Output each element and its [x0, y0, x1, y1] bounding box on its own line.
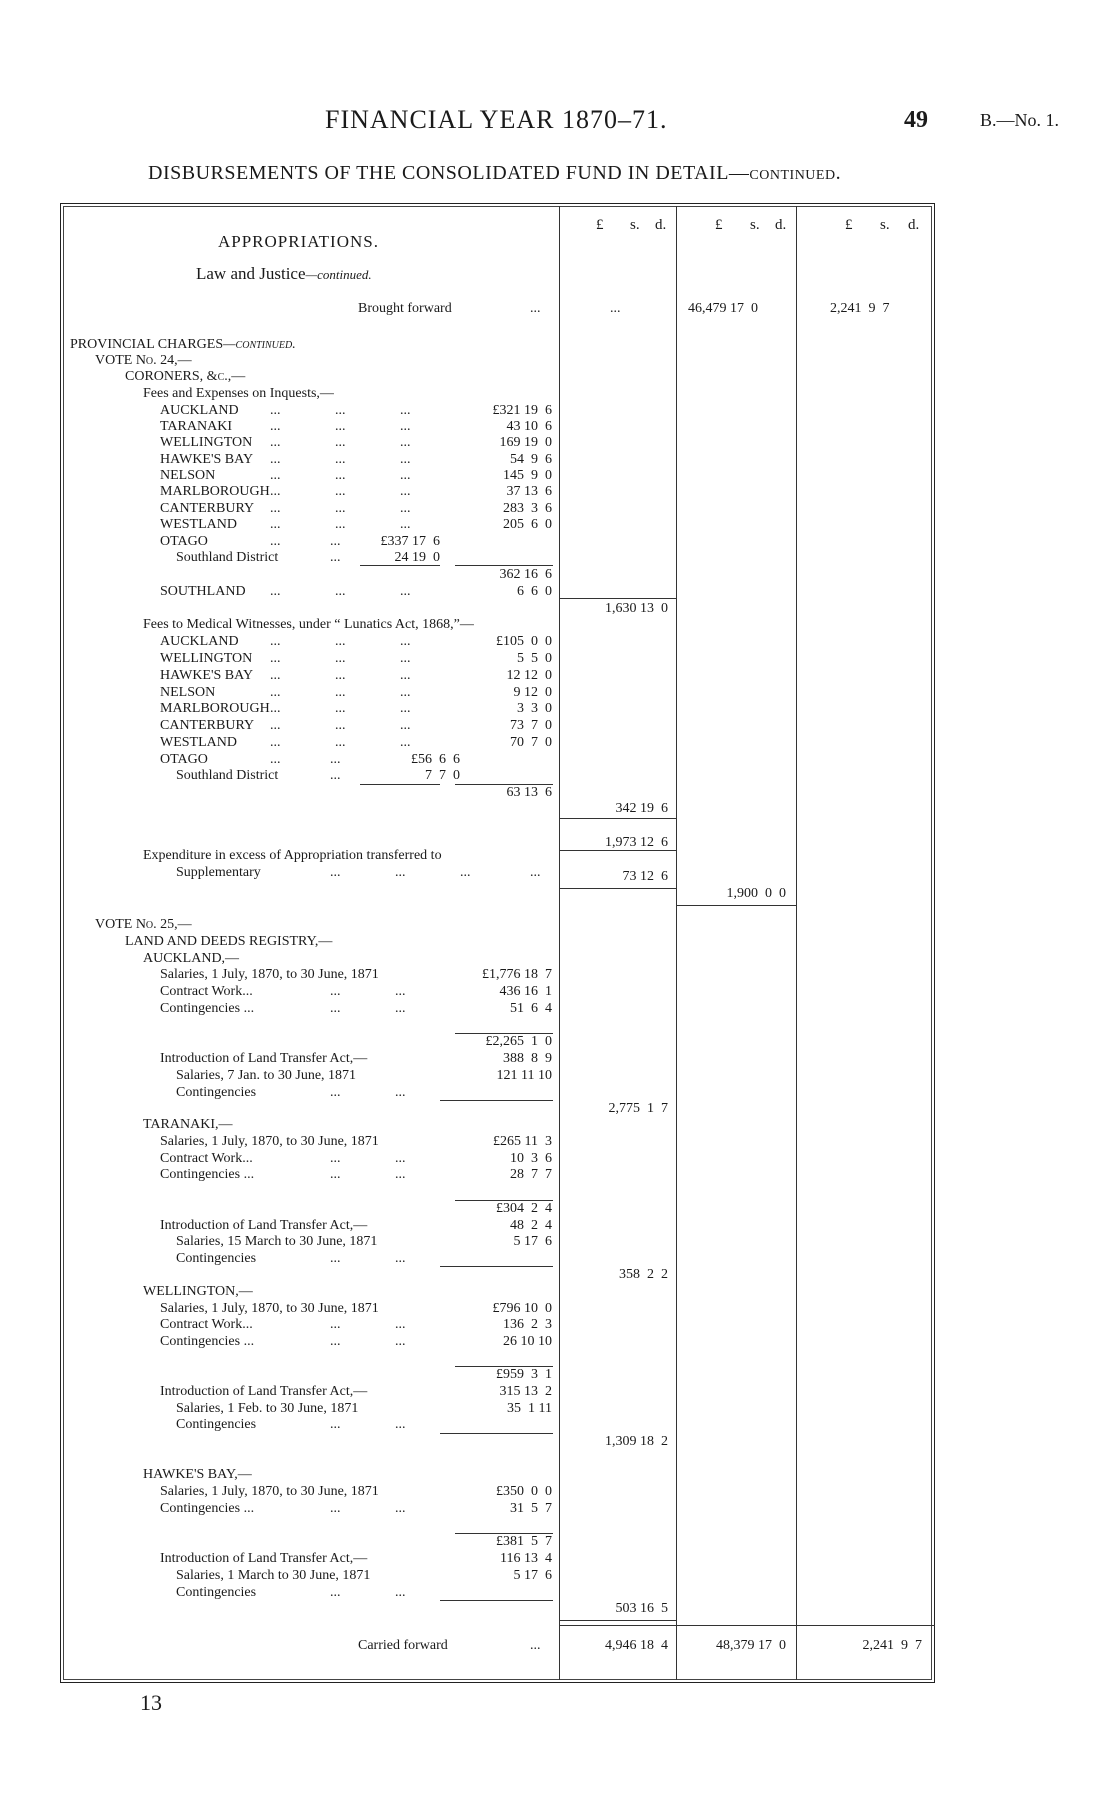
leader-dots: ... — [395, 1085, 406, 1100]
line-item-43: WELLINGTON,— — [143, 1284, 253, 1299]
amount-22: £1,776 18 7 — [482, 967, 552, 982]
amount-18: 70 7 0 — [510, 735, 552, 750]
leader-dots: ... — [270, 452, 281, 467]
rule-line — [455, 565, 553, 566]
line-item-19: NELSON — [160, 685, 216, 700]
leader-dots: ... — [395, 1334, 406, 1349]
leader-dots: ... — [270, 468, 281, 483]
amount-30: 28 7 7 — [510, 1167, 552, 1182]
rule-line — [559, 1620, 676, 1621]
subheading-text: Law and Justice — [196, 264, 306, 283]
line-item-28: LAND AND DEEDS REGISTRY,— — [125, 934, 333, 949]
rule-line — [455, 784, 553, 785]
amount-16: 3 3 0 — [517, 701, 552, 716]
page-number: 49 — [904, 107, 928, 133]
amount-21: 63 13 6 — [506, 785, 552, 800]
rule-line — [360, 565, 440, 566]
line-item-31: Contract Work... — [160, 984, 253, 999]
amount-7: 205 6 0 — [503, 517, 552, 532]
line-item-45: Contract Work... — [160, 1317, 253, 1332]
leader-dots: ... — [400, 419, 411, 434]
leader-dots: ... — [395, 1501, 406, 1516]
leader-dots: ... — [330, 865, 341, 880]
amount-11: 6 6 0 — [517, 584, 552, 599]
line-item-4: AUCKLAND — [160, 403, 239, 418]
leader-dots: ... — [270, 584, 281, 599]
amount-15: 9 12 0 — [513, 685, 552, 700]
col2-total-0: 1,900 0 0 — [726, 886, 786, 901]
rule-line — [559, 818, 676, 819]
amount-20: 7 7 0 — [425, 768, 460, 783]
leader-dots: ... — [400, 701, 411, 716]
leader-dots: ... — [330, 1151, 341, 1166]
leader-dots: ... — [335, 651, 346, 666]
rule-line — [440, 1100, 553, 1101]
rule-line — [676, 905, 796, 906]
line-item-54: Salaries, 1 March to 30 June, 1871 — [176, 1568, 371, 1583]
rule-line — [455, 1366, 553, 1367]
section-subheading — [196, 264, 372, 284]
line-item-0: PROVINCIAL CHARGES—continued. — [70, 337, 296, 352]
leader-dots: ... — [330, 1317, 341, 1332]
line-item-8: NELSON — [160, 468, 216, 483]
amount-12: £105 0 0 — [496, 634, 552, 649]
series-number: B.—No. 1. — [980, 110, 1060, 130]
line-item-7: HAWKE'S BAY — [160, 452, 254, 467]
leader-dots: ... — [330, 1334, 341, 1349]
line-item-10: CANTERBURY — [160, 501, 255, 516]
rule-line — [559, 850, 676, 851]
page-subtitle: DISBURSEMENTS OF THE CONSOLIDATED FUND IN DETAIL—continued. — [148, 162, 842, 184]
line-item-38: Contract Work... — [160, 1151, 253, 1166]
rule-line — [455, 1200, 553, 1201]
leader-dots: ... — [335, 452, 346, 467]
amount-24: 51 6 4 — [510, 1001, 552, 1016]
line-item-18: HAWKE'S BAY — [160, 668, 254, 683]
col1-total-2: 1,973 12 6 — [605, 835, 668, 850]
line-item-47: Introduction of Land Transfer Act,— — [160, 1384, 368, 1399]
line-item-14: SOUTHLAND — [160, 584, 246, 599]
leader-dots: ... — [270, 534, 281, 549]
brought-forward-label: Brought forward — [358, 301, 452, 316]
line-item-39: Contingencies ... — [160, 1167, 255, 1182]
amount-41: 31 5 7 — [510, 1501, 552, 1516]
line-item-9: MARLBOROUGH — [160, 484, 270, 499]
line-item-49: Contingencies — [176, 1417, 257, 1432]
line-item-40: Introduction of Land Transfer Act,— — [160, 1218, 368, 1233]
line-item-24: Southland District — [176, 768, 279, 783]
col2-pounds-head: £ — [715, 217, 723, 233]
leader-dots: ... — [330, 984, 341, 999]
leader-dots: ... — [270, 668, 281, 683]
page-title: FINANCIAL YEAR 1870–71. — [325, 105, 668, 134]
col1-total-4: 2,775 1 7 — [608, 1101, 668, 1116]
leader-dots: ... — [400, 517, 411, 532]
amount-31: £304 2 4 — [496, 1201, 552, 1216]
leader-dots: ... — [270, 752, 281, 767]
col1-total-0: 1,630 13 0 — [605, 601, 668, 616]
line-item-34: Salaries, 7 Jan. to 30 June, 1871 — [176, 1068, 357, 1083]
col1-total-7: 503 16 5 — [615, 1601, 668, 1616]
amount-35: 136 2 3 — [503, 1317, 552, 1332]
amount-43: 116 13 4 — [500, 1551, 552, 1566]
leader-dots: ... — [400, 435, 411, 450]
leader-dots: ... — [400, 634, 411, 649]
leader-dots: ... — [330, 1585, 341, 1600]
amount-33: 5 17 6 — [513, 1234, 552, 1249]
rule-line — [360, 784, 440, 785]
leader-dots: ... — [330, 534, 341, 549]
amount-37: £959 3 1 — [496, 1367, 552, 1382]
leader-dots: ... — [270, 419, 281, 434]
col1-pence-head: d. — [655, 217, 667, 233]
line-item-27: VOTE No. 25,— — [95, 917, 192, 932]
amount-3: 54 9 6 — [510, 452, 552, 467]
line-item-3: Fees and Expenses on Inquests,— — [143, 386, 334, 401]
leader-dots: ... — [335, 701, 346, 716]
leader-dots: ... — [330, 1251, 341, 1266]
leader-dots: ... — [400, 651, 411, 666]
leader-dots: ... — [335, 468, 346, 483]
col1-total-1: 342 19 6 — [615, 801, 668, 816]
col2-pence-head: d. — [775, 217, 787, 233]
leader-dots: ... — [400, 668, 411, 683]
leader-dots: ... — [400, 452, 411, 467]
leader-dots: ... — [270, 685, 281, 700]
line-item-30: Salaries, 1 July, 1870, to 30 June, 1871 — [160, 967, 379, 982]
col3-pounds-head: £ — [845, 217, 853, 233]
amount-6: 283 3 6 — [503, 501, 552, 516]
rule-line — [559, 598, 676, 599]
amount-40: £350 0 0 — [496, 1484, 552, 1499]
amount-39: 35 1 11 — [507, 1401, 552, 1416]
amount-42: £381 5 7 — [496, 1534, 552, 1549]
amount-29: 10 3 6 — [510, 1151, 552, 1166]
leader-dots: ... — [270, 718, 281, 733]
amount-2: 169 19 0 — [499, 435, 552, 450]
leader-dots: ... — [335, 584, 346, 599]
line-item-26: Supplementary — [176, 865, 261, 880]
leader-dots: ... — [395, 1317, 406, 1332]
amount-38: 315 13 2 — [499, 1384, 552, 1399]
col1-total-8: 4,946 18 4 — [605, 1638, 668, 1653]
col1-shillings-head: s. — [630, 217, 640, 233]
leader-dots: ... — [330, 752, 341, 767]
col1-total-6: 1,309 18 2 — [605, 1434, 668, 1449]
leader-dots: ... — [335, 419, 346, 434]
col1-total-3: 73 12 6 — [622, 869, 668, 884]
leader-dots: ... — [330, 1167, 341, 1182]
line-item-52: Contingencies ... — [160, 1501, 255, 1516]
line-item-16: AUCKLAND — [160, 634, 239, 649]
leader-dots: ... — [330, 768, 341, 783]
amount-5: 37 13 6 — [506, 484, 552, 499]
amount-34: £796 10 0 — [492, 1301, 552, 1316]
rule-line — [559, 1625, 935, 1626]
leader-dots: ... — [400, 735, 411, 750]
line-item-36: TARANAKI,— — [143, 1117, 233, 1132]
sheet-number: 13 — [140, 1690, 162, 1715]
amount-1: 43 10 6 — [506, 419, 552, 434]
amount-25: £2,265 1 0 — [485, 1034, 552, 1049]
rule-line — [440, 1266, 553, 1267]
amount-4: 145 9 0 — [503, 468, 552, 483]
carried-forward-dots: ... — [530, 1638, 541, 1653]
line-item-13: Southland District — [176, 550, 279, 565]
amount-44: 5 17 6 — [513, 1568, 552, 1583]
amount-32: 48 2 4 — [510, 1218, 552, 1233]
amount-23: 436 16 1 — [499, 984, 552, 999]
line-item-33: Introduction of Land Transfer Act,— — [160, 1051, 368, 1066]
divider-c2 — [676, 206, 677, 1680]
leader-dots: ... — [330, 1085, 341, 1100]
leader-dots: ... — [330, 1417, 341, 1432]
amount-19: £56 6 6 — [411, 752, 460, 767]
amount-17: 73 7 0 — [510, 718, 552, 733]
leader-dots: ... — [400, 403, 411, 418]
line-item-37: Salaries, 1 July, 1870, to 30 June, 1871 — [160, 1134, 379, 1149]
leader-dots: ... — [270, 634, 281, 649]
line-item-2: CORONERS, &c.,— — [125, 369, 246, 384]
leader-dots: ... — [330, 1501, 341, 1516]
leader-dots: ... — [400, 584, 411, 599]
col1-pounds-head: £ — [596, 217, 604, 233]
leader-dots: ... — [395, 1251, 406, 1266]
leader-dots: ... — [335, 668, 346, 683]
amount-13: 5 5 0 — [517, 651, 552, 666]
rule-line — [455, 1533, 553, 1534]
amount-36: 26 10 10 — [503, 1334, 552, 1349]
line-item-35: Contingencies — [176, 1085, 257, 1100]
col3-shillings-head: s. — [880, 217, 890, 233]
line-item-44: Salaries, 1 July, 1870, to 30 June, 1871 — [160, 1301, 379, 1316]
amount-10: 362 16 6 — [499, 567, 552, 582]
leader-dots: ... — [335, 435, 346, 450]
line-item-5: TARANAKI — [160, 419, 232, 434]
leader-dots: ... — [460, 865, 471, 880]
leader-dots: ... — [270, 435, 281, 450]
divider-c1 — [559, 206, 560, 1680]
leader-dots: ... — [335, 685, 346, 700]
line-item-42: Contingencies — [176, 1251, 257, 1266]
leader-dots: ... — [395, 865, 406, 880]
leader-dots: ... — [335, 403, 346, 418]
rule-line — [440, 1433, 553, 1434]
leader-dots: ... — [400, 685, 411, 700]
line-item-29: AUCKLAND,— — [143, 951, 240, 966]
rule-line — [559, 888, 676, 889]
line-item-50: HAWKE'S BAY,— — [143, 1467, 252, 1482]
line-item-53: Introduction of Land Transfer Act,— — [160, 1551, 368, 1566]
line-item-20: MARLBOROUGH — [160, 701, 270, 716]
line-item-6: WELLINGTON — [160, 435, 253, 450]
line-item-25: Expenditure in excess of Appropriation transferred to — [143, 848, 442, 863]
leader-dots: ... — [335, 735, 346, 750]
col2-shillings-head: s. — [750, 217, 760, 233]
leader-dots: ... — [400, 501, 411, 516]
amount-26: 388 8 9 — [503, 1051, 552, 1066]
leader-dots: ... — [400, 718, 411, 733]
brought-forward-c3: 2,241 9 7 — [830, 301, 890, 316]
leader-dots: ... — [400, 468, 411, 483]
leader-dots: ... — [395, 1167, 406, 1182]
amount-14: 12 12 0 — [506, 668, 552, 683]
carried-forward-label: Carried forward — [358, 1638, 448, 1653]
leader-dots: ... — [530, 865, 541, 880]
amount-28: £265 11 3 — [493, 1134, 552, 1149]
col3-total-0: 2,241 9 7 — [862, 1638, 922, 1653]
leader-dots: ... — [335, 484, 346, 499]
leader-dots: ... — [270, 701, 281, 716]
leader-dots: ... — [395, 984, 406, 999]
line-item-23: OTAGO — [160, 752, 208, 767]
line-item-48: Salaries, 1 Feb. to 30 June, 1871 — [176, 1401, 359, 1416]
col3-pence-head: d. — [908, 217, 920, 233]
leader-dots: ... — [395, 1001, 406, 1016]
line-item-12: OTAGO — [160, 534, 208, 549]
line-item-46: Contingencies ... — [160, 1334, 255, 1349]
divider-c3 — [796, 206, 797, 1680]
leader-dots: ... — [270, 517, 281, 532]
brought-forward-c2: 46,479 17 0 — [688, 301, 758, 316]
brought-forward-dots: ... — [530, 301, 541, 316]
amount-0: £321 19 6 — [492, 403, 552, 418]
leader-dots: ... — [330, 1001, 341, 1016]
leader-dots: ... — [270, 403, 281, 418]
rule-line — [440, 1600, 553, 1601]
leader-dots: ... — [335, 634, 346, 649]
leader-dots: ... — [395, 1417, 406, 1432]
line-item-1: VOTE No. 24,— — [95, 353, 192, 368]
amount-27: 121 11 10 — [496, 1068, 552, 1083]
section-heading: APPROPRIATIONS. — [218, 232, 379, 251]
leader-dots: ... — [335, 517, 346, 532]
amount-8: £337 17 6 — [380, 534, 440, 549]
line-item-32: Contingencies ... — [160, 1001, 255, 1016]
leader-dots: ... — [335, 501, 346, 516]
subheading-cont: —continued. — [305, 267, 372, 282]
brought-forward-c1: ... — [610, 301, 621, 316]
rule-line — [455, 1033, 553, 1034]
col2-total-1: 48,379 17 0 — [716, 1638, 786, 1653]
line-item-41: Salaries, 15 March to 30 June, 1871 — [176, 1234, 378, 1249]
line-item-21: CANTERBURY — [160, 718, 255, 733]
leader-dots: ... — [335, 718, 346, 733]
leader-dots: ... — [395, 1585, 406, 1600]
leader-dots: ... — [395, 1151, 406, 1166]
leader-dots: ... — [270, 484, 281, 499]
leader-dots: ... — [270, 651, 281, 666]
leader-dots: ... — [270, 501, 281, 516]
leader-dots: ... — [400, 484, 411, 499]
leader-dots: ... — [270, 735, 281, 750]
leader-dots: ... — [330, 550, 341, 565]
line-item-22: WESTLAND — [160, 735, 237, 750]
line-item-17: WELLINGTON — [160, 651, 253, 666]
line-item-15: Fees to Medical Witnesses, under “ Lunatics Act, 1868,”— — [143, 617, 474, 632]
line-item-55: Contingencies — [176, 1585, 257, 1600]
amount-9: 24 19 0 — [394, 550, 440, 565]
line-item-11: WESTLAND — [160, 517, 237, 532]
col1-total-5: 358 2 2 — [619, 1267, 668, 1282]
line-item-51: Salaries, 1 July, 1870, to 30 June, 1871 — [160, 1484, 379, 1499]
